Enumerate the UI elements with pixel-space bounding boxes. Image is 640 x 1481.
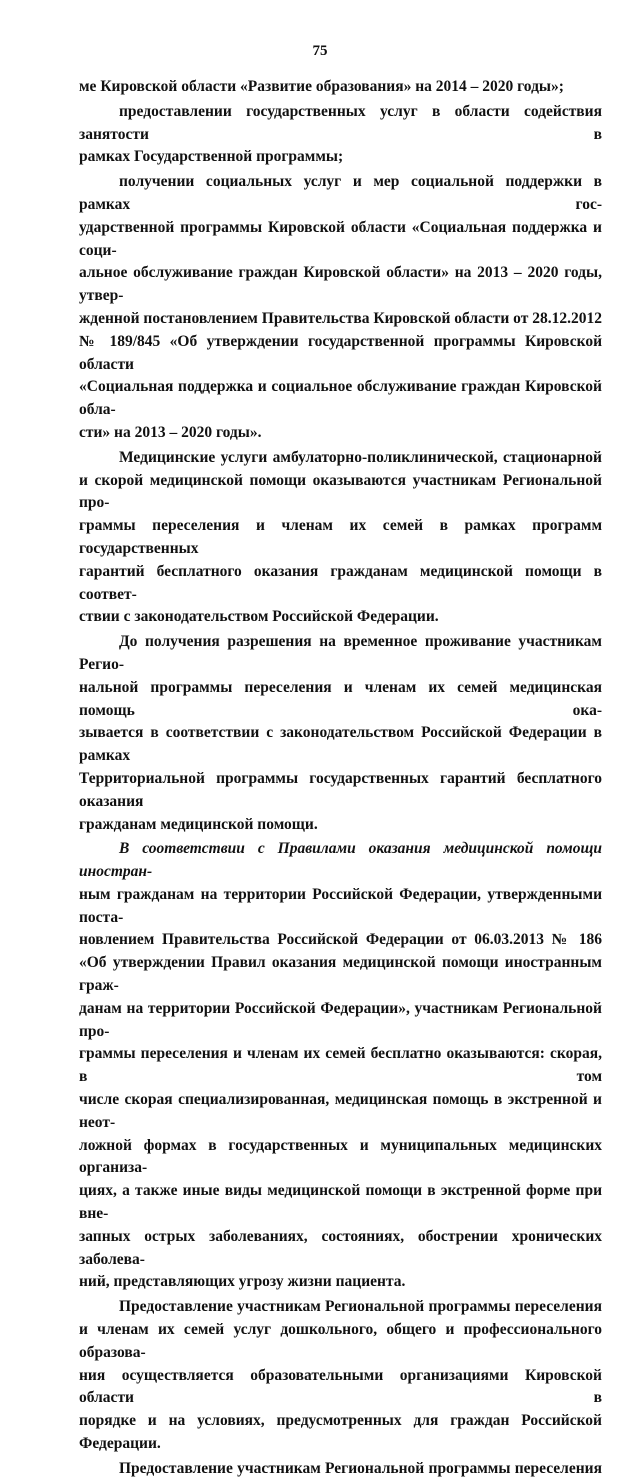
text-line: зывается в соответствии с законодательством Российской Федерации в рамках: [79, 724, 602, 765]
text-line: ний, представляющих угрозу жизни пациента.: [79, 1273, 406, 1291]
text-line: жденной постановлением Правительства Кировской области от 28.12.2012: [79, 309, 602, 327]
paragraph: [79, 631, 602, 836]
text-line: Медицинские услуги амбулаторно-поликлинической, стационарной: [119, 448, 602, 466]
paragraph: [79, 1458, 602, 1481]
paragraph: [79, 101, 602, 169]
text-line: [79, 838, 602, 884]
text-line: ложной формах в государственных и муниципальных медицинских организа-: [79, 1136, 602, 1177]
text-line: ным гражданам на территории Российской Федерации, утвержденными поста-: [79, 885, 602, 926]
text-line: граммы переселения и членам их семей в рамках программ государственных: [79, 517, 602, 557]
text-line: и скорой медицинской помощи оказываются участникам Региональной про-: [79, 471, 602, 512]
paragraph: [79, 171, 602, 445]
text-line: ния осуществляется образовательными организациями Кировской области в: [79, 1366, 602, 1407]
text-line: ме Кировской области «Развитие образования» на 2014 – 2020 годы»;: [79, 78, 564, 95]
text-line: рамках Государственной программы;: [79, 148, 344, 166]
paragraph: [79, 1296, 602, 1456]
text-line: граммы переселения и членам их семей бесплатно оказываются: скорая, в том: [79, 1045, 602, 1086]
italic-phrase: В соответствии с Правилами оказания медицинской помощи иностран-: [79, 840, 602, 881]
text-line: нальной программы переселения и членам их семей медицинская помощь ока-: [79, 678, 602, 719]
text-line: «Об утверждении Правил оказания медицинской помощи иностранным граж-: [79, 954, 602, 995]
text-line: сти» на 2013 – 2020 годы».: [79, 423, 262, 441]
paragraph: [79, 838, 602, 1294]
text-line: № 189/845 «Об утверждении государственной программы Кировской области: [79, 332, 602, 373]
text-line: новлением Правительства Российской Федерации от 06.03.2013 № 186: [79, 931, 602, 949]
page-number: 75: [312, 43, 328, 59]
text-line: «Социальная поддержка и социальное обслуживание граждан Кировской обла-: [79, 378, 602, 419]
text-line: порядке и на условиях, предусмотренных для граждан Российской Федерации.: [79, 1412, 602, 1453]
text-line: Предоставление участникам Региональной программы переселения: [119, 1298, 602, 1316]
text-line: гражданам медицинской помощи.: [79, 815, 318, 833]
text-line: получении социальных услуг и мер социальной поддержки в рамках гос-: [79, 173, 602, 213]
text-line: предоставлении государственных услуг в области содействия занятости в: [79, 102, 602, 143]
text-line: и членам их семей услуг дошкольного, общего и профессионального образова-: [79, 1321, 602, 1361]
text-line: До получения разрешения на временное проживание участникам Регио-: [79, 633, 602, 673]
text-line: данам на территории Российской Федерации», участникам Региональной про-: [79, 999, 602, 1040]
text-line: гарантий бесплатного оказания гражданам медицинской помощи в соответ-: [79, 562, 602, 603]
text-line: числе скорая специализированная, медицинская помощь в экстренной и неот-: [79, 1091, 602, 1131]
document-body: [79, 74, 602, 1481]
text-line: Предоставление участникам Региональной программы переселения: [119, 1459, 602, 1477]
paragraph: [79, 447, 602, 629]
text-line: циях, а также иные виды медицинской помощи в экстренной форме при вне-: [79, 1182, 602, 1223]
text-line: альное обслуживание граждан Кировской области» на 2013 – 2020 годы, утвер-: [79, 264, 602, 305]
text-line: ударственной программы Кировской области «Социальная поддержка и соци-: [79, 218, 602, 259]
text-line: ствии с законодательством Российской Федерации.: [79, 608, 439, 626]
text-line: запных острых заболеваниях, состояниях, обострении хронических заболева-: [79, 1227, 602, 1268]
text-line: Территориальной программы государственных гарантий бесплатного оказания: [79, 769, 602, 810]
paragraph: [79, 76, 602, 99]
